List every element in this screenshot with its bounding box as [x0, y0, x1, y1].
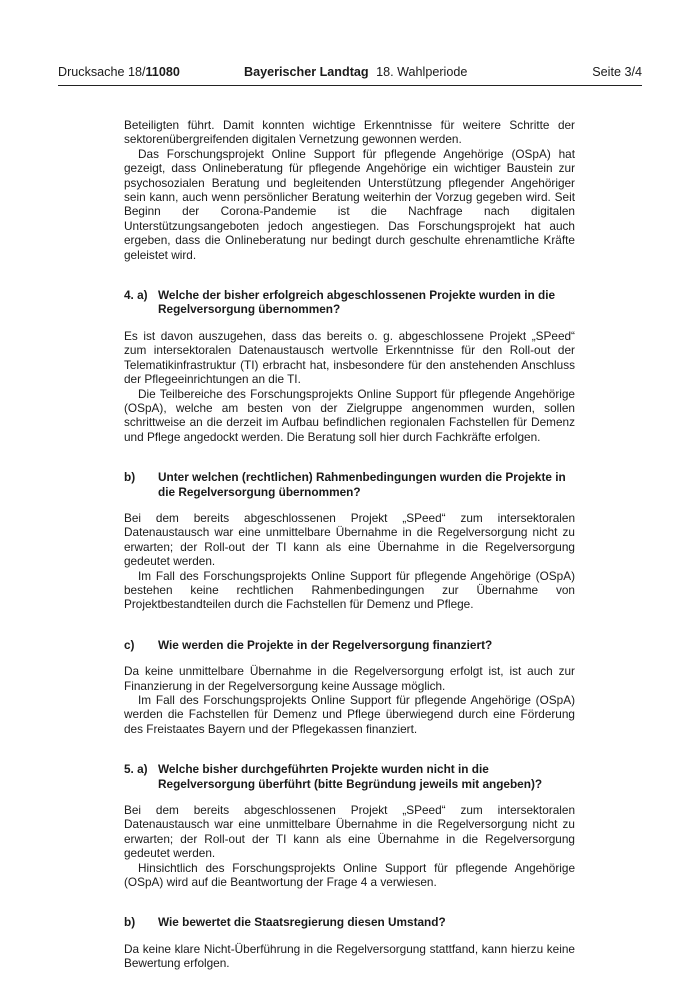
- question-number: 4. a): [124, 288, 148, 303]
- question-4c: [124, 638, 575, 652]
- answer-paragraph: Es ist davon auszugehen, dass das bereits o. g. abgeschlossene Projekt „SPeed“ zum intersektoralen Datenaustausch wertvolle Erkenntnisse für den Roll-out der Telematikinfrastruktur (TI) erbracht hat, insbesondere für den anstehenden Anschluss der Pflegeeinrichtungen an die TI.: [124, 328, 575, 387]
- answer-paragraph: Bei dem bereits abgeschlossenen Projekt „SPeed“ zum intersektoralen Datenaustausch war eine unmittelbare Übernahme in die Regelversorgung nicht zu erwarten; der Roll-out der TI kann als eine Übernahme in die Regelversorgung gedeutet werden.: [124, 803, 575, 861]
- header-center: [244, 64, 592, 80]
- answer-paragraph: Da keine unmittelbare Übernahme in die Regelversorgung erfolgt ist, ist auch zur Finanzierung in der Regelversorgung keine Aussage möglich.: [124, 664, 575, 693]
- drucksache-number: 11080: [145, 65, 180, 79]
- answer-paragraph: Hinsichtlich des Forschungsprojekts Online Support für pflegende Angehörige (OSpA) wird auf die Beantwortung der Frage 4 a verwiesen.: [124, 860, 575, 890]
- question-5a: [124, 762, 575, 791]
- question-4b: [124, 470, 575, 499]
- answer-paragraph: Im Fall des Forschungsprojekts Online Support für pflegende Angehörige (OSpA) bestehen keine rechtlichen Rahmenbedingungen zur Übernahme von Projektbestandteilen durch die Fachstellen für Demenz und Pflege.: [124, 568, 575, 612]
- question-number: b): [124, 470, 136, 485]
- page-header: [58, 64, 642, 80]
- intro-paragraph: Beteiligten führt. Damit konnten wichtige Erkenntnisse für weitere Schritte der sektorenübergreifenden digitalen Vernetzung gewonnen werden.: [124, 118, 575, 147]
- question-4a: [124, 288, 575, 317]
- page-number: Seite 3/4: [592, 65, 642, 79]
- question-text: Wie bewertet die Staatsregierung diesen Umstand?: [158, 915, 446, 930]
- answer-paragraph: Die Teilbereiche des Forschungsprojekts Online Support für pflegende Angehörige (OSpA), welche am besten von der Zielgruppe angenommen wurden, sollen schrittweise an die derzeit im Aufbau befindlichen regionalen Fachstellen für Demenz und Pflege angedockt werden. Die Beratung soll hier durch Fachkräfte erfolgen.: [124, 386, 575, 444]
- question-number: b): [124, 915, 136, 930]
- question-5b: [124, 915, 575, 929]
- question-text: Wie werden die Projekte in der Regelversorgung finanziert?: [158, 637, 493, 652]
- answer-paragraph: Bei dem bereits abgeschlossenen Projekt „SPeed“ zum intersektoralen Datenaustausch war eine unmittelbare Übernahme in die Regelversorgung nicht zu erwarten; der Roll-out der TI kann als eine Übernahme in die Regelversorgung gedeutet werden.: [124, 510, 575, 569]
- answer-paragraph: Im Fall des Forschungsprojekts Online Support für pflegende Angehörige (OSpA) werden die Fachstellen für Demenz und Pflege überwiegend durch eine Förderung des Freistaates Bayern und der Pflegekassen finanziert.: [124, 693, 575, 736]
- question-text: Welche der bisher erfolgreich abgeschlossenen Projekte wurden in die Regelversorgung übernommen?: [158, 288, 556, 317]
- wahlperiode: 18. Wahlperiode: [376, 65, 468, 79]
- question-number: c): [124, 637, 135, 652]
- document-body: [124, 118, 575, 971]
- question-text: Unter welchen (rechtlichen) Rahmenbedingungen wurden die Projekte in die Regelversorgung übernommen?: [158, 470, 566, 499]
- drucksache-label: [58, 64, 244, 80]
- question-number: 5. a): [124, 762, 148, 777]
- header-divider: [58, 85, 642, 86]
- landtag-name: Bayerischer Landtag: [244, 65, 369, 79]
- intro-paragraph: Das Forschungsprojekt Online Support für pflegende Angehörige (OSpA) hat gezeigt, dass Onlineberatung für pflegende Angehörige ein wichtiger Baustein zur psychosozialen Beratung und begleitenden Unterstützung pflegender Angehöriger sein kann, auch wenn persönlicher Beratung weiterhin der Vorzug gegeben wird. Seit Beginn der Corona-Pandemie ist die Nachfrage nach digitalen Unterstützungsangeboten jedoch angestiegen. Das Forschungsprojekt hat auch ergeben, dass die Onlineberatung nur bedingt durch geschulte ehrenamtliche Kräfte geleistet wird.: [124, 146, 575, 262]
- drucksache-prefix: Drucksache 18/: [58, 65, 146, 79]
- question-text: Welche bisher durchgeführten Projekte wurden nicht in die Regelversorgung überführt (bitte Begründung jeweils mit angeben)?: [158, 762, 543, 791]
- answer-paragraph: Da keine klare Nicht-Überführung in die Regelversorgung stattfand, kann hierzu keine Bewertung erfolgen.: [124, 941, 575, 971]
